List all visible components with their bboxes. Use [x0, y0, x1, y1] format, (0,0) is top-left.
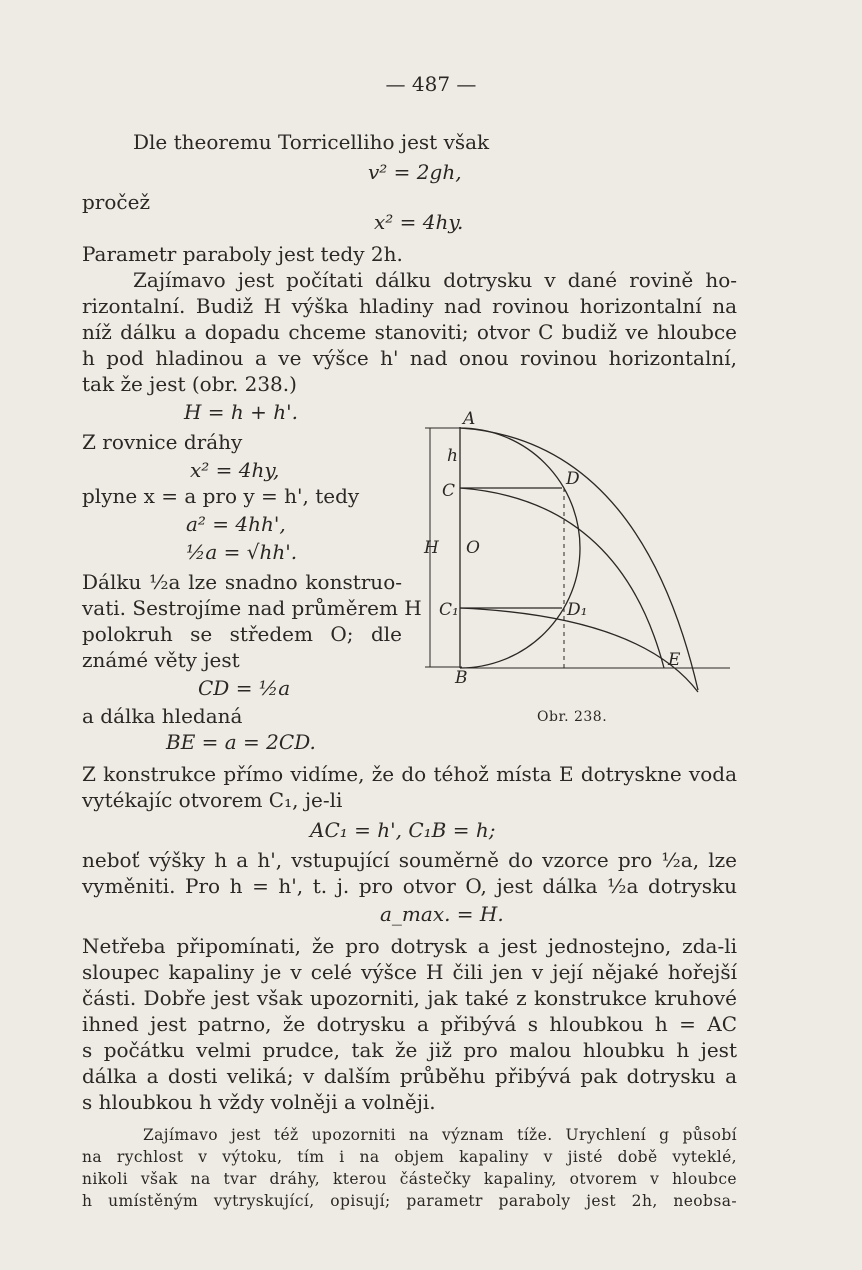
text-line: vyměniti. Pro h = h', t. j. pro otvor O, jest dálka ½a dotrysku: [82, 874, 737, 898]
text-line: známé věty jest: [82, 648, 240, 672]
label-h: h: [447, 446, 458, 466]
text-line: plyne x = a pro y = h', tedy: [82, 484, 360, 508]
label-C: C: [442, 481, 456, 501]
label-E: E: [668, 650, 681, 670]
text-line: části. Dobře jest však upozorniti, jak také z konstrukce kruhové: [82, 986, 737, 1010]
parabola-from-C: [460, 488, 664, 668]
label-C1: C₁: [439, 600, 459, 620]
note-line: h umístěným vytryskující, opisují; parametr paraboly jest 2h, neobsa-: [82, 1192, 737, 1210]
text-line: Zajímavo jest počítati dálku dotrysku v dané rovině ho-: [133, 268, 737, 292]
text-line: pročež: [82, 190, 150, 214]
label-A: A: [463, 409, 476, 429]
text-line: Dálku ½a lze snadno konstruo-: [82, 570, 402, 594]
text-line: rizontalní. Budiž H výška hladiny nad rovinou horizontalní na: [82, 294, 737, 318]
text-line: vytékajíc otvorem C₁, je-li: [82, 788, 343, 812]
text-line: h pod hladinou a ve výšce h' nad onou rovinou horizontalní,: [82, 346, 737, 370]
equation: a_max. = H.: [380, 902, 504, 926]
text-line: Dle theoremu Torricelliho jest však: [133, 130, 490, 154]
label-D: D: [566, 469, 580, 489]
text-line: níž dálku a dopadu chceme stanoviti; otvor C budiž ve hloubce: [82, 320, 737, 344]
label-D1: D₁: [567, 600, 588, 620]
text-line: sloupec kapaliny je v celé výšce H čili jen v její nějaké hořejší: [82, 960, 737, 984]
note-line: na rychlost v výtoku, tím i na objem kapaliny v jisté době vyteklé,: [82, 1148, 737, 1166]
equation: BE = a = 2CD.: [166, 730, 316, 754]
figure-caption: Obr. 238.: [537, 709, 608, 725]
equation: CD = ½a: [198, 676, 291, 700]
parabola-from-C1: [460, 608, 698, 692]
label-B: B: [455, 668, 468, 688]
text-line: tak že jest (obr. 238.): [82, 372, 297, 396]
label-O: O: [466, 538, 480, 558]
text-line: Z rovnice dráhy: [82, 430, 243, 454]
equation: x² = 4hy,: [190, 458, 280, 482]
text-line: a dálka hledaná: [82, 704, 243, 728]
equation: H = h + h'.: [184, 400, 299, 424]
text-line: Netřeba připomínati, že pro dotrysk a jest jednostejno, zda-li: [82, 934, 737, 958]
text-line: Parametr paraboly jest tedy 2h.: [82, 242, 403, 266]
equation: v² = 2gh,: [368, 160, 462, 184]
equation: x² = 4hy.: [374, 210, 464, 234]
equation: a² = 4hh',: [186, 512, 286, 536]
note-line: Zajímavo jest též upozorniti na význam tíže. Urychlení g působí: [143, 1126, 737, 1144]
note-line: nikoli však na tvar dráhy, kterou částečky kapaliny, otvorem v hloubce: [82, 1170, 737, 1188]
equation: ½a = √hh'.: [186, 540, 298, 564]
text-line: neboť výšky h a h', vstupující souměrně do vzorce pro ½a, lze: [82, 848, 737, 872]
text-line: s hloubkou h vždy volněji a volněji.: [82, 1090, 436, 1114]
text-line: dálka a dosti veliká; v dalším průběhu přibývá pak dotrysku a: [82, 1064, 737, 1088]
text-line: polokruh se středem O; dle: [82, 622, 402, 646]
text-line: vati. Sestrojíme nad průměrem H: [82, 596, 422, 620]
text-line: s počátku velmi prudce, tak že již pro malou hloubku h jest: [82, 1038, 737, 1062]
text-line: ihned jest patrno, že dotrysku a přibývá s hloubkou h = AC: [82, 1012, 737, 1036]
label-H: H: [424, 538, 439, 558]
text-line: Z konstrukce přímo vidíme, že do téhož místa E dotryskne voda: [82, 762, 737, 786]
equation: AC₁ = h', C₁B = h;: [310, 818, 496, 842]
page-number: — 487 —: [385, 72, 477, 96]
